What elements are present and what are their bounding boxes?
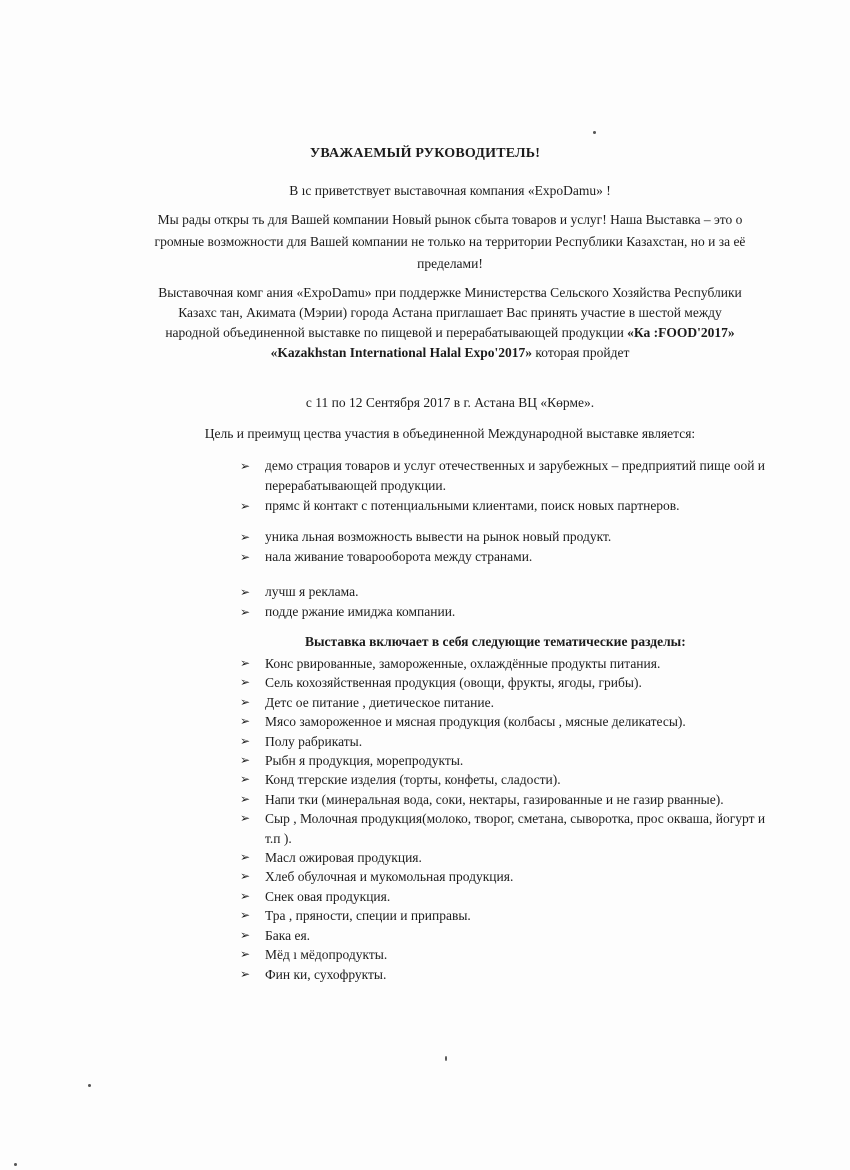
- list-item-text: Конс рвированные, замороженные, охлаждённые продукты питания.: [265, 656, 661, 671]
- invitation-text: Выставочная комг ания «ExpoDamu» при поддержке Министерства Сельского Хозяйства Республики Казахс тан, Акимата (Мэрии) города Астана приглашает Вас принять участие в шестой между народной объединенной выставке по пищевой и перерабатывающей продукции: [158, 285, 742, 340]
- sections-list: [240, 654, 780, 984]
- bullet-arrow-icon: ➢: [240, 530, 251, 544]
- bullet-arrow-icon: ➢: [240, 656, 251, 670]
- bullet-arrow-icon: ➢: [240, 459, 251, 473]
- list-item-text: Снек овая продукция.: [265, 888, 391, 904]
- list-item: [240, 906, 780, 925]
- list-item-text: Полу рабрикаты.: [265, 733, 363, 749]
- bullet-arrow-icon: ➢: [240, 733, 251, 748]
- bullet-arrow-icon: ➢: [240, 550, 251, 564]
- list-item: [240, 809, 780, 848]
- bullet-arrow-icon: ➢: [240, 605, 251, 619]
- sections-heading: Выставка включает в себя следующие тематические разделы:: [305, 634, 686, 649]
- list-item-text: прямс й контакт с потенциальными клиентами, поиск новых партнеров.: [265, 498, 680, 513]
- list-item-text: Хлеб обулочная и мукомольная продукция.: [265, 869, 514, 885]
- list-item-text: Рыбн я продукция, морепродукты.: [265, 753, 464, 769]
- list-item-text: уника льная возможность вывести на рынок новый продукт.: [265, 529, 612, 544]
- list-item-text: Мёд ı мёдопродукты.: [265, 947, 388, 963]
- list-item-text: Сель кохозяйственная продукция (овощи, фрукты, ягоды, грибы).: [265, 675, 642, 691]
- letter-title: УВАЖАЕМЫЙ РУКОВОДИТЕЛЬ!: [309, 146, 541, 161]
- bullet-arrow-icon: ➢: [240, 753, 251, 768]
- bullet-arrow-icon: ➢: [240, 850, 251, 865]
- list-item-text: Масл ожировая продукция.: [265, 850, 422, 866]
- list-item: [240, 965, 780, 984]
- bullet-arrow-icon: ➢: [240, 694, 251, 709]
- bullet-arrow-icon: ➢: [240, 927, 251, 942]
- advantages-list: [240, 456, 780, 516]
- list-item-text: Напи тки (минеральная вода, соки, нектары, газированные и не газир рванные).: [265, 791, 724, 807]
- list-item-text: подде ржание имиджа компании.: [265, 604, 456, 619]
- goal-text: Цель и преимущ цества участия в объединенной Международной выставке является:: [204, 426, 696, 441]
- list-item-text: Мясо замороженное и мясная продукция (колбасы , мясные деликатесы).: [265, 714, 686, 730]
- bullet-arrow-icon: ➢: [240, 908, 251, 923]
- list-item: [240, 673, 780, 692]
- list-item: [240, 602, 780, 622]
- list-item: [240, 693, 780, 712]
- list-item: [240, 527, 780, 547]
- list-item: [240, 547, 780, 567]
- list-item-text: Бака ея.: [265, 927, 311, 943]
- list-item-text: нала живание товарооборота между странами.: [265, 549, 533, 564]
- list-item: [240, 582, 780, 602]
- invitation-paragraph: [150, 283, 750, 363]
- list-item: [240, 848, 780, 867]
- scan-speck: [88, 1084, 91, 1087]
- list-item: [240, 790, 780, 809]
- list-item-text: демо страция товаров и услуг отечественных и зарубежных – предприятий пище оой и перерабатывающей продукции.: [265, 458, 766, 493]
- bullet-arrow-icon: ➢: [240, 966, 251, 981]
- bullet-arrow-icon: ➢: [240, 869, 251, 884]
- bullet-arrow-icon: ➢: [240, 772, 251, 787]
- bullet-arrow-icon: ➢: [240, 888, 251, 903]
- advantages-list: [240, 527, 780, 567]
- invitation-text-end: которая пройдет: [535, 345, 630, 360]
- intro-paragraph: Мы рады откры ть для Вашей компании Новый рынок сбыта товаров и услуг! Наша Выставка – это о громные возможности для Вашей компании не только на территории Республики Казахстан, но и за её пределами!: [154, 212, 746, 271]
- advantages-list: [240, 582, 780, 622]
- exhibition-names: «Ка :FOOD'2017» «Kazakhstan International Halal Expo'2017»: [270, 325, 735, 360]
- list-item: [240, 887, 780, 906]
- bullet-arrow-icon: ➢: [240, 499, 251, 513]
- scan-speck: [445, 1056, 447, 1061]
- list-item: [240, 751, 780, 770]
- event-dates: с 11 по 12 Сентября 2017 в г. Астана ВЦ «Көрме».: [305, 395, 595, 410]
- bullet-arrow-icon: ➢: [240, 947, 251, 962]
- list-item: [240, 496, 780, 516]
- bullet-arrow-icon: ➢: [240, 811, 251, 826]
- bullet-arrow-icon: ➢: [240, 675, 251, 690]
- list-item: [240, 456, 780, 496]
- list-item-text: лучш я реклама.: [265, 584, 359, 599]
- list-item-text: Фин ки, сухофрукты.: [265, 966, 387, 982]
- scan-speck: [593, 131, 596, 134]
- list-item-text: Сыр , Молочная продукция(молоко, творог, сметана, сыворотка, прос окваша, йогурт и т.п ).: [265, 811, 766, 846]
- scan-speck: [14, 1163, 17, 1166]
- list-item: [240, 712, 780, 731]
- greeting-text: В ıс приветствует выставочная компания «ExpoDamu» !: [289, 183, 611, 198]
- list-item: [240, 945, 780, 964]
- list-item-text: Тра , пряности, специи и приправы.: [265, 908, 471, 924]
- list-item-text: Конд тгерские изделия (торты, конфеты, сладости).: [265, 772, 561, 788]
- bullet-arrow-icon: ➢: [240, 714, 251, 729]
- list-item: [240, 770, 780, 789]
- bullet-arrow-icon: ➢: [240, 791, 251, 806]
- list-item: [240, 654, 780, 673]
- bullet-arrow-icon: ➢: [240, 585, 251, 599]
- list-item: [240, 867, 780, 886]
- list-item: [240, 926, 780, 945]
- list-item-text: Детс ое питание , диетическое питание.: [265, 694, 494, 710]
- list-item: [240, 732, 780, 751]
